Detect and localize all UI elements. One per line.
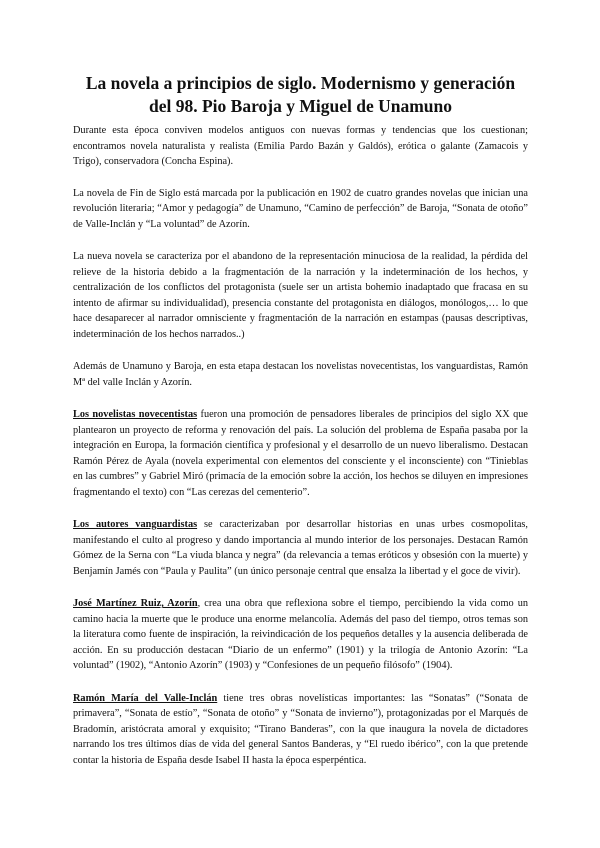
page-title	[73, 72, 528, 118]
paragraph-nueva-novela	[73, 249, 528, 342]
paragraph-text: , crea una obra que reflexiona sobre el tiempo, percibiendo la vida como un camino hacia la muerte que le produce una enorme melancolía. Además del paso del tiempo, otros temas son la literatura como fuente de inspiración, la reivindicación de los pequeños detalles y la ausencia deliberada de acción. En su producción destacan “Diario de un enfermo” (1901) y la trilogía de Antonio Azorín: “La voluntad” (1902), “Antonio Azorín” (1903) y “Confesiones de un pequeño filósofo” (1904).	[73, 598, 528, 671]
title-line-1: La novela a principios de siglo. Modernismo y generación	[85, 73, 516, 93]
paragraph-intro	[73, 123, 528, 170]
paragraph-text: Además de Unamuno y Baroja, en esta etapa destacan los novelistas novecentistas, los vanguardistas, Ramón Mª del valle Inclán y Azorín.	[73, 361, 528, 388]
paragraph-valle-inclan	[73, 691, 528, 769]
paragraph-heading: Ramón María del Valle-Inclán	[73, 692, 218, 704]
paragraph-heading: Los autores vanguardistas	[73, 519, 198, 530]
paragraph-novecentistas	[73, 407, 528, 500]
paragraph-fin-de-siglo	[73, 186, 528, 233]
paragraph-text: fueron una promoción de pensadores liberales de principios del siglo XX que plantearon un proyecto de reforma y renovación del país. La solución del problema de España pasaba por la integración en Europa, la formación científica y profesional y el desarrollo de un nuevo liberalismo. Destacan Ramón Pérez de Ayala (novela experimental con elementos del consciente y el inconsciente) con “Tinieblas en las cumbres” y Gabriel Miró (primacía de la emoción sobre la acción, los hechos se diluyen en impresiones fragmentando el texto) con “Las cerezas del cementerio”.	[73, 409, 528, 498]
paragraph-text: La nueva novela se caracteriza por el abandono de la representación minuciosa de la realidad, la pérdida del relieve de la historia debido a la fragmentación de la narración y la indeterminación de los hechos, y centralización de los conflictos del protagonista (suele ser un artista bohemio inadaptado que fracasa en su intento de afirmar su individualidad), presencia constante del protagonista en diálogos, monólogos,… lo que hace desaparecer al narrador omnisciente y fragmentación de la narración en estampas (pausas descriptivas, indeterminación de los hechos narrados..)	[73, 251, 528, 340]
paragraph-heading: Los novelistas novecentistas	[73, 409, 198, 420]
paragraph-azorin	[73, 596, 528, 674]
paragraph-text: se caracterizaban por desarrollar historias en unas urbes cosmopolitas, manifestando el culto al progreso y dando importancia al mundo interior de los personajes. Destacan Ramón Gómez de la Serna con “La viuda blanca y negra” (da relevancia a temas eróticos y obsesión con la muerte) y Benjamín Jamés con “Paula y Paulita” (un único personaje central que ensalza la libertad y el goce de vivir).	[73, 519, 528, 577]
paragraph-text: Durante esta época conviven modelos antiguos con nuevas formas y tendencias que los cuestionan; encontramos novela naturalista y realista (Emilia Pardo Bazán y Galdós), erótica o galante (Zamacois y Trigo), conservadora (Concha Espina).	[73, 125, 528, 167]
paragraph-vanguardistas	[73, 517, 528, 579]
title-line-2: del 98. Pio Baroja y Miguel de Unamuno	[148, 96, 453, 116]
paragraph-text: La novela de Fin de Siglo está marcada por la publicación en 1902 de cuatro grandes novelas que inician una revolución literaria; “Amor y pedagogía” de Unamuno, “Camino de perfección” de Baroja, “Sonata de otoño” de Valle-Inclán y “La voluntad” de Azorín.	[73, 187, 528, 230]
paragraph-autores	[73, 359, 528, 390]
paragraph-heading: José Martínez Ruiz, Azorín	[73, 598, 198, 609]
paragraph-text: tiene tres obras novelísticas importantes: las “Sonatas” (“Sonata de primavera”, “Sonata de estío”, “Sonata de otoño” y “Sonata de invierno”), protagonizadas por el Marqués de Bradomín, aristócrata amoral y exquisito; “Tirano Banderas”, con la que inaugura la novela de dictadores narrando los tres últimos días de vida del general Santos Banderas, y “El ruedo ibérico”, con la que pretende contar la historia de España desde Isabel II hasta la época esperpéntica.	[73, 692, 528, 766]
